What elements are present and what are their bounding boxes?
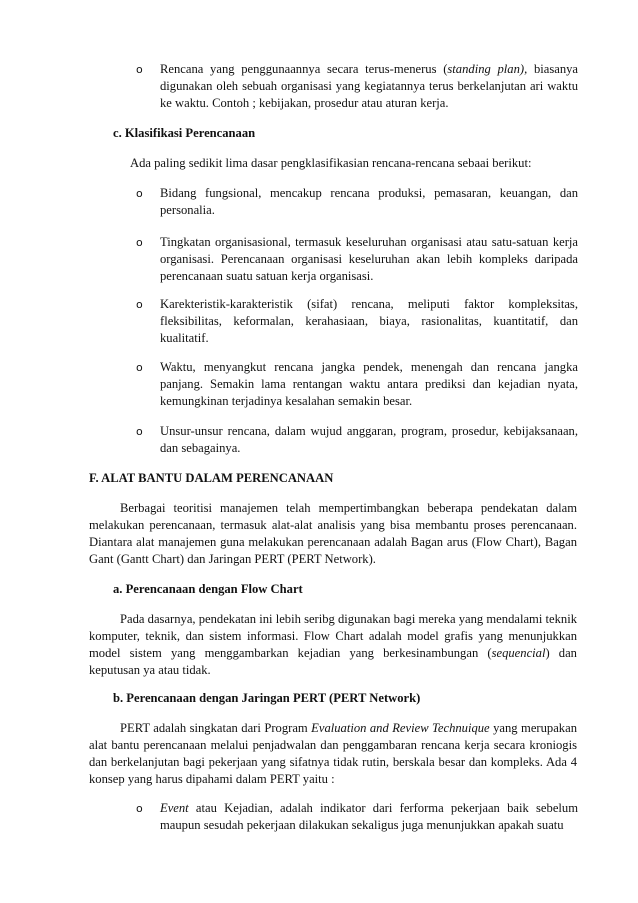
section-f-paragraph: Berbagai teoritisi manajemen telah mempertimbangkan beberapa pendekatan dalam melakukan perencanaan, termasuk alat-alat analisis yang bisa membantu proses perencanaan. Diantara alat manajemen guna melakukan perencanaan adalah Bagan arus (Flow Chart), Bagan Gant (Gantt Chart) dan Jaringan PERT (PERT Network). xyxy=(89,501,577,566)
list-bullet: o xyxy=(136,298,143,311)
section-a-paragraph xyxy=(89,611,577,679)
list-item-italic: standing plan), xyxy=(447,62,528,76)
section-b-italic: Evaluation and Review Technuique xyxy=(311,721,490,735)
section-b-text: PERT adalah singkatan dari Program xyxy=(120,721,312,735)
list-bullet: o xyxy=(136,187,143,200)
list-item: Unsur-unsur rencana, dalam wujud anggaran, program, prosedur, kebijaksanaan, dan sebagainya. xyxy=(160,424,578,455)
list-item-italic: Event xyxy=(160,801,189,815)
section-b-paragraph xyxy=(89,720,577,788)
list-bullet: o xyxy=(136,425,143,438)
list-bullet: o xyxy=(136,802,143,815)
section-f-heading: F. ALAT BANTU DALAM PERENCANAAN xyxy=(89,471,334,485)
list-item: Tingkatan organisasional, termasuk keseluruhan organisasi atau satu-satuan kerja organisasi. Perencanaan organisasi keseluruhan akan lebih kompleks daripada perencanaan suatu satuan kerja organisasi. xyxy=(160,235,578,283)
list-item-text: atau Kejadian, adalah indikator dari ferforma pekerjaan baik sebelum maupun sesudah pekerjaan dilakukan sekaligus juga menunjukkan apakah suatu xyxy=(160,801,578,832)
section-c-intro: Ada paling sedikit lima dasar pengklasifikasian rencana-rencana sebaai berikut: xyxy=(130,156,532,170)
section-a-italic: sequencial xyxy=(491,646,546,660)
list-bullet: o xyxy=(136,63,143,76)
list-item xyxy=(160,61,578,112)
list-bullet: o xyxy=(136,361,143,374)
list-item: Karekteristik-karakteristik (sifat) rencana, meliputi faktor kompleksitas, fleksibilitas, keformalan, kerahasiaan, biaya, rasionalitas, kuantitatif, dan kualitatif. xyxy=(160,297,578,345)
list-item: Bidang fungsional, mencakup rencana produksi, pemasaran, keuangan, dan personalia. xyxy=(160,186,578,217)
section-b-heading: b. Perencanaan dengan Jaringan PERT (PERT Network) xyxy=(113,691,421,705)
section-a-heading: a. Perencanaan dengan Flow Chart xyxy=(113,582,303,596)
section-a-text: Pada dasarnya, pendekatan ini lebih seribg digunakan bagi mereka yang mendalami teknik komputer, teknik, dan sistem informasi. Flow Chart adalah model grafis yang menunjukkan model sistem yang menggambarkan kejadian yang berkesinambungan ( xyxy=(89,612,577,660)
section-b-text-end: yang merupakan alat bantu perencanaan melalui penjadwalan dan penggambaran rencana kerja secara kroniogis dan berkelanjutan bagi pekerjaan yang sifatnya tidak rutin, berskala besar dan kompleks. Ada 4 konsep yang harus dipahami dalam PERT yaitu : xyxy=(89,721,577,786)
list-item-text-end: biasanya digunakan oleh sebuah organisasi yang kegiatannya terus berkelanjutan ari waktu ke waktu. Contoh ; kebijakan, prosedur atau aturan kerja. xyxy=(160,62,579,110)
list-item xyxy=(160,800,578,834)
section-a-text-end: ) dan keputusan ya atau tidak. xyxy=(89,646,577,677)
list-item: Waktu, menyangkut rencana jangka pendek, menengah dan rencana jangka panjang. Semakin lama rentangan waktu antara prediksi dan kejadian nyata, kemungkinan terjadinya kesalahan semakin besar. xyxy=(160,360,578,408)
list-item-text: Rencana yang penggunaannya secara terus-menerus ( xyxy=(160,62,448,76)
list-bullet: o xyxy=(136,236,143,249)
section-c-heading: c. Klasifikasi Perencanaan xyxy=(113,126,256,140)
